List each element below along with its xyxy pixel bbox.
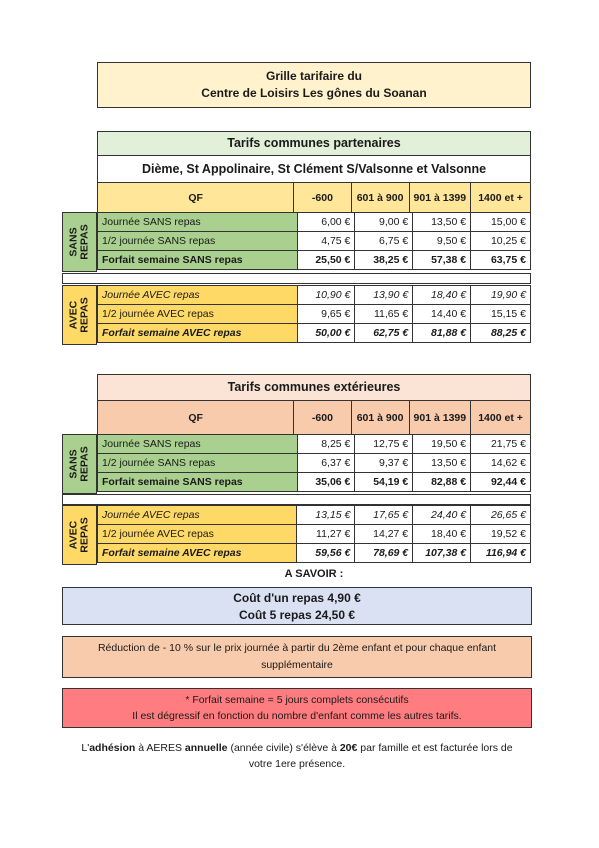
partner-sans-repas-table	[97, 212, 531, 270]
price-cell: 88,25 €	[471, 324, 531, 343]
annual-keyword: annuelle	[184, 742, 228, 754]
price-cell: 10,25 €	[471, 232, 531, 251]
price-cell: 21,75 €	[471, 435, 531, 454]
exterior-qf-header	[97, 400, 531, 435]
price-cell: 10,90 €	[297, 286, 355, 305]
price-cell: 13,15 €	[297, 506, 355, 525]
table-row	[98, 473, 531, 492]
price-cell: 14,40 €	[413, 305, 471, 324]
row-label: Journée SANS repas	[98, 213, 298, 232]
qf-column: 1400 et +	[471, 183, 531, 213]
price-cell: 13,50 €	[413, 213, 471, 232]
price-cell: 9,00 €	[355, 213, 413, 232]
qf-label: QF	[98, 401, 294, 435]
price-cell: 107,38 €	[413, 544, 471, 563]
row-label: 1/2 journée AVEC repas	[98, 525, 297, 544]
exterior-sans-repas-table	[97, 434, 531, 492]
reduction-box	[62, 636, 532, 678]
row-label: Journée AVEC repas	[98, 506, 297, 525]
price-cell: 35,06 €	[297, 473, 355, 492]
forfait-note-line: Il est dégressif en fonction du nombre d'enfant comme les autres tarifs.	[132, 710, 462, 722]
meal-cost-line: Coût d'un repas 4,90 €	[233, 591, 361, 605]
partner-avec-repas-table	[97, 285, 531, 343]
price-cell: 6,75 €	[355, 232, 413, 251]
exterior-avec-repas-label	[62, 505, 97, 565]
table-row	[98, 232, 531, 251]
price-cell: 9,65 €	[297, 305, 355, 324]
forfait-note-line: * Forfait semaine = 5 jours complets consécutifs	[185, 694, 409, 706]
divider	[62, 494, 531, 505]
table-row	[98, 506, 531, 525]
qf-column: 901 à 1399	[409, 183, 471, 213]
partner-heading: Tarifs communes partenaires	[97, 131, 531, 155]
row-label: Journée SANS repas	[98, 435, 298, 454]
price-cell: 19,90 €	[471, 286, 531, 305]
price-cell: 57,38 €	[413, 251, 471, 270]
adhesion-price: 20€	[339, 742, 358, 754]
price-cell: 18,40 €	[413, 286, 471, 305]
table-row	[98, 305, 531, 324]
side-label-line: AVEC	[67, 300, 80, 330]
price-cell: 6,00 €	[297, 213, 355, 232]
row-label: Forfait semaine SANS repas	[98, 251, 298, 270]
side-label-line: AVEC	[67, 520, 80, 550]
title-line-1: Grille tarifaire du	[265, 69, 363, 83]
table-row	[98, 324, 531, 343]
side-label-line: REPAS	[78, 517, 91, 553]
table-row	[98, 544, 531, 563]
table-row	[98, 525, 531, 544]
price-cell: 82,88 €	[413, 473, 471, 492]
side-label-line: REPAS	[78, 297, 91, 333]
adhesion-line	[62, 740, 532, 756]
partner-avec-repas-label	[62, 285, 97, 345]
price-cell: 78,69 €	[355, 544, 413, 563]
meal-cost-box	[62, 587, 532, 625]
price-cell: 92,44 €	[471, 473, 531, 492]
document-title	[97, 62, 531, 108]
divider	[62, 273, 531, 284]
price-cell: 15,15 €	[471, 305, 531, 324]
price-cell: 24,40 €	[413, 506, 471, 525]
price-cell: 17,65 €	[355, 506, 413, 525]
adhesion-text: L'	[81, 742, 90, 754]
exterior-avec-repas-table	[97, 505, 531, 563]
price-cell: 19,52 €	[471, 525, 531, 544]
side-label-line: SANS	[67, 449, 80, 479]
side-label-line: REPAS	[78, 446, 91, 482]
price-cell: 25,50 €	[297, 251, 355, 270]
qf-label: QF	[98, 183, 294, 213]
price-cell: 38,25 €	[355, 251, 413, 270]
side-label-line: SANS	[67, 227, 80, 257]
side-label-line: REPAS	[78, 224, 91, 260]
price-cell: 81,88 €	[413, 324, 471, 343]
adhesion-line: votre 1ere présence.	[248, 758, 346, 770]
price-cell: 9,37 €	[355, 454, 413, 473]
price-cell: 18,40 €	[413, 525, 471, 544]
row-label: 1/2 journée SANS repas	[98, 232, 298, 251]
price-cell: 11,65 €	[355, 305, 413, 324]
qf-column: 601 à 900	[351, 401, 409, 435]
price-cell: 63,75 €	[471, 251, 531, 270]
price-cell: 116,94 €	[471, 544, 531, 563]
adhesion-text: (année civile) s'élève à	[227, 742, 340, 754]
price-cell: 62,75 €	[355, 324, 413, 343]
price-cell: 15,00 €	[471, 213, 531, 232]
price-cell: 9,50 €	[413, 232, 471, 251]
table-row	[98, 286, 531, 305]
table-row	[98, 454, 531, 473]
a-savoir-heading: A SAVOIR :	[284, 568, 344, 580]
price-cell: 26,65 €	[471, 506, 531, 525]
price-cell: 8,25 €	[297, 435, 355, 454]
qf-column: 901 à 1399	[409, 401, 471, 435]
adhesion-note	[62, 740, 532, 772]
price-cell: 19,50 €	[413, 435, 471, 454]
price-cell: 4,75 €	[297, 232, 355, 251]
price-cell: 14,27 €	[355, 525, 413, 544]
partner-communes: Dième, St Appolinaire, St Clément S/Valsonne et Valsonne	[97, 155, 531, 182]
row-label: Forfait semaine SANS repas	[98, 473, 298, 492]
table-row	[98, 435, 531, 454]
price-cell: 12,75 €	[355, 435, 413, 454]
price-cell: 14,62 €	[471, 454, 531, 473]
qf-column: -600	[294, 183, 351, 213]
adhesion-text: par famille et est facturée lors de	[357, 742, 513, 754]
partner-qf-header	[97, 182, 531, 213]
row-label: 1/2 journée SANS repas	[98, 454, 298, 473]
row-label: 1/2 journée AVEC repas	[98, 305, 298, 324]
price-cell: 6,37 €	[297, 454, 355, 473]
qf-column: 1400 et +	[471, 401, 531, 435]
table-row	[98, 213, 531, 232]
title-line-2: Centre de Loisirs Les gônes du Soanan	[201, 86, 427, 100]
reduction-line: Réduction de - 10 % sur le prix journée à partir du 2ème enfant et pour chaque enfant	[97, 642, 497, 654]
forfait-note-box	[62, 688, 532, 728]
row-label: Journée AVEC repas	[98, 286, 298, 305]
row-label: Forfait semaine AVEC repas	[98, 544, 297, 563]
partner-sans-repas-label	[62, 212, 97, 272]
qf-column: -600	[294, 401, 351, 435]
price-cell: 13,90 €	[355, 286, 413, 305]
qf-column: 601 à 900	[351, 183, 409, 213]
table-row	[98, 251, 531, 270]
price-cell: 54,19 €	[355, 473, 413, 492]
row-label: Forfait semaine AVEC repas	[98, 324, 298, 343]
exterior-sans-repas-label	[62, 434, 97, 494]
adhesion-text: à AERES	[135, 742, 185, 754]
price-cell: 13,50 €	[413, 454, 471, 473]
price-cell: 50,00 €	[297, 324, 355, 343]
meal-cost-line: Coût 5 repas 24,50 €	[238, 608, 356, 622]
price-cell: 59,56 €	[297, 544, 355, 563]
price-cell: 11,27 €	[297, 525, 355, 544]
exterior-heading: Tarifs communes extérieures	[97, 374, 531, 400]
reduction-line: supplémentaire	[261, 659, 333, 671]
adhesion-keyword: adhésion	[89, 742, 136, 754]
